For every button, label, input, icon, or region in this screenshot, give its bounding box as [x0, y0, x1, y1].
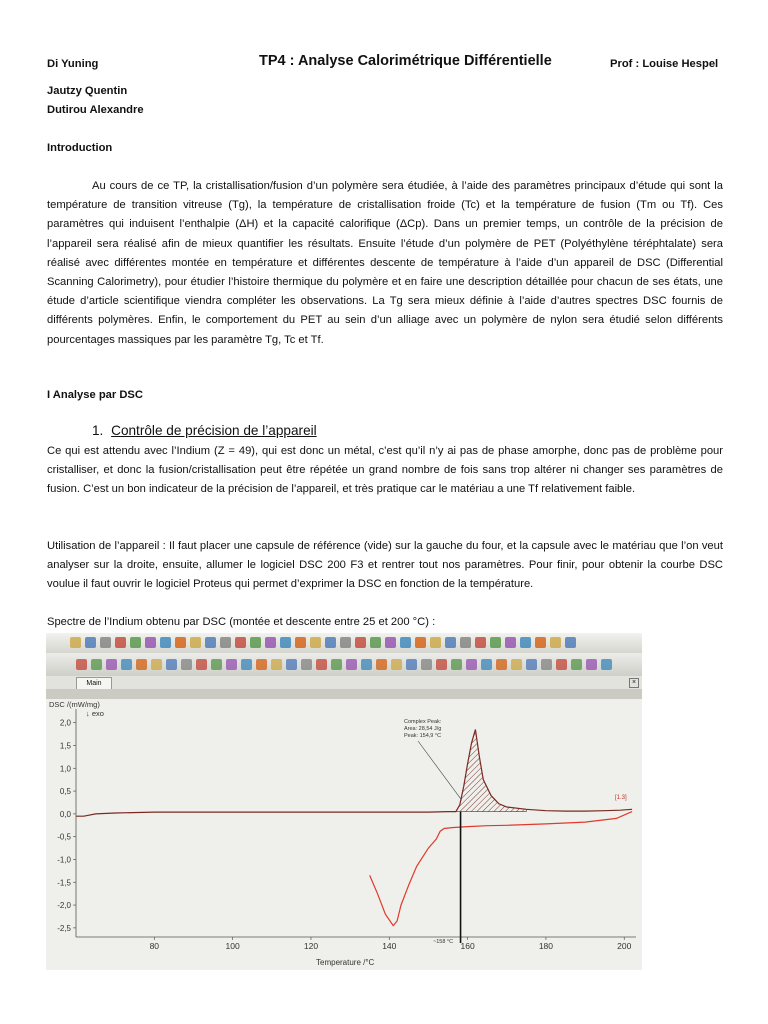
cut-icon[interactable]	[115, 637, 126, 648]
onset-icon[interactable]	[505, 637, 516, 648]
save-icon[interactable]	[355, 637, 366, 648]
x-tick-label: 200	[617, 941, 632, 951]
copy-icon[interactable]	[331, 659, 342, 670]
settings-icon[interactable]	[280, 637, 291, 648]
author-name-3: Dutirou Alexandre	[47, 104, 144, 116]
grid-icon[interactable]	[496, 659, 507, 670]
y-tick-label: 0,5	[59, 787, 71, 797]
zoom-icon[interactable]	[445, 637, 456, 648]
introduction-text: Au cours de ce TP, la cristallisation/fusion d’un polymère sera étudiée, à l’aide des paramètres principaux d’étude qui sont la température de transition vitreuse (Tg), la température de cristallisation froide (Tc) et la température de fusion (Tm ou Tf). Ces paramètres qui induisent l’enthalpie (ΔH) et la capacité calorifique (ΔCp). Dans un premier temps, un contrôle de la précision de l’appareil sera réalisé afin de mieux quantifier les résultats. Ensuite l’étude d’un polymère de PET (Polyéthylène téréphtalate) sera réalisé avec différentes montée en température et différentes descente de température à l’aide d’un appareil de DSC (Differential Scanning Calorimetry), pour étudier l’histoire thermique du polymère et en faire une description détaillée pour chacun de ses états, une étude d’article scientifique viendra compléter les observations. La Tg sera mieux définie à l’aide d’autres spectres DSC fournis de différents polymères. Enfin, le comportement du PET au sein d’un alliage avec un polymère de nylon sera étudié selon différents pourcentages massiques par les paramètre Tg, Tc et Tf.	[47, 180, 723, 346]
onset-icon[interactable]	[166, 659, 177, 670]
y-tick-label: -2,5	[57, 923, 71, 933]
save-icon[interactable]	[286, 659, 297, 670]
exo-direction-label: ↓ exo	[86, 709, 104, 718]
open-icon[interactable]	[541, 659, 552, 670]
subsection-number: 1.	[92, 423, 104, 438]
undo-icon[interactable]	[91, 659, 102, 670]
annotation-leader-line	[418, 741, 462, 800]
dsc-chart	[46, 699, 642, 970]
area-icon[interactable]	[220, 637, 231, 648]
area-icon[interactable]	[421, 659, 432, 670]
usage-text: Utilisation de l’appareil : Il faut placer une capsule de référence (vide) sur la gauche du four, et la capsule avec le matériau que l’on veut analyser sur la droite, ensuite, allumer le logiciel DSC 200 F3 et rentrer tout nos paramètres. Pour finir, pour obtenir la courbe DSC voulue il faut ouvrir le logiciel Proteus qui permet d’exprimer la DSC en fonction de la température.	[47, 540, 723, 591]
x-tick-label: 100	[225, 941, 240, 951]
y-tick-label: 2,0	[59, 718, 71, 728]
undo-icon[interactable]	[160, 637, 171, 648]
settings-icon[interactable]	[481, 659, 492, 670]
onset-icon[interactable]	[436, 659, 447, 670]
x-tick-label: 180	[538, 941, 554, 951]
annotation-line-2: Area: 28,54 J/g	[404, 726, 442, 732]
grid-icon[interactable]	[565, 637, 576, 648]
mass-icon[interactable]	[466, 659, 477, 670]
y-tick-label: -2,0	[57, 901, 71, 911]
series-layer	[76, 730, 632, 926]
baseline-icon[interactable]	[451, 659, 462, 670]
print-icon[interactable]	[370, 637, 381, 648]
x-tick-label: 120	[303, 941, 319, 951]
subsection-heading	[92, 423, 317, 438]
peak-icon[interactable]	[475, 637, 486, 648]
cut-icon[interactable]	[385, 637, 396, 648]
settings-icon[interactable]	[211, 659, 222, 670]
export-icon[interactable]	[256, 659, 267, 670]
mass-icon[interactable]	[265, 637, 276, 648]
open-icon[interactable]	[271, 659, 282, 670]
export-icon[interactable]	[325, 637, 336, 648]
subsection-title: Contrôle de précision de l’appareil	[111, 423, 317, 438]
close-icon[interactable]: ×	[629, 678, 639, 688]
y-tick-label: -0,5	[57, 832, 71, 842]
print-icon[interactable]	[571, 659, 582, 670]
y-tick-label: -1,0	[57, 855, 71, 865]
peak-icon[interactable]	[136, 659, 147, 670]
grid-icon[interactable]	[226, 659, 237, 670]
y-tick-label: -1,5	[57, 878, 71, 888]
copy-icon[interactable]	[130, 637, 141, 648]
undo-icon[interactable]	[430, 637, 441, 648]
paste-icon[interactable]	[145, 637, 156, 648]
paste-icon[interactable]	[76, 659, 87, 670]
mass-icon[interactable]	[196, 659, 207, 670]
x-tick-label: 140	[382, 941, 397, 951]
settings-icon[interactable]	[550, 637, 561, 648]
x-tick-label: 80	[149, 941, 160, 951]
heating-curve	[76, 730, 632, 817]
cut-icon[interactable]	[586, 659, 597, 670]
y-tick-label: 1,0	[59, 764, 71, 774]
baseline-icon[interactable]	[520, 637, 531, 648]
copy-icon[interactable]	[601, 659, 612, 670]
window-separator	[46, 689, 642, 699]
introduction-paragraph	[47, 177, 723, 350]
x-tick-label: 160	[460, 941, 475, 951]
dsc-screen-photo	[46, 633, 642, 970]
legend-icon[interactable]	[310, 637, 321, 648]
document-title: TP4 : Analyse Calorimétrique Différentielle	[259, 53, 552, 69]
introduction-heading: Introduction	[47, 142, 113, 154]
cursor-icon[interactable]	[190, 637, 201, 648]
peak-annotation	[404, 719, 442, 739]
author-name-2: Jautzy Quentin	[47, 85, 128, 97]
section-heading: I Analyse par DSC	[47, 389, 143, 401]
save-icon[interactable]	[85, 637, 96, 648]
indium-paragraph	[47, 442, 723, 500]
cursor-icon[interactable]	[460, 637, 471, 648]
zoom-icon[interactable]	[376, 659, 387, 670]
professor-name: Prof : Louise Hespel	[610, 58, 719, 70]
grid-icon[interactable]	[295, 637, 306, 648]
figure-caption: Spectre de l’Indium obtenu par DSC (montée et descente entre 25 et 200 °C) :	[47, 616, 436, 628]
usage-paragraph	[47, 537, 723, 595]
legend-icon[interactable]	[241, 659, 252, 670]
paste-icon[interactable]	[346, 659, 357, 670]
area-icon[interactable]	[151, 659, 162, 670]
copy-icon[interactable]	[400, 637, 411, 648]
undo-icon[interactable]	[361, 659, 372, 670]
tab-main[interactable]: Main	[76, 677, 112, 689]
tab-strip	[46, 676, 642, 690]
annotation-line-1: Complex Peak:	[404, 719, 442, 725]
baseline-icon[interactable]	[181, 659, 192, 670]
mass-icon[interactable]	[535, 637, 546, 648]
peak-icon[interactable]	[406, 659, 417, 670]
author-name-1: Di Yuning	[47, 58, 99, 70]
toolbar-row-1	[46, 633, 642, 654]
paste-icon[interactable]	[415, 637, 426, 648]
series-label: [1.3]	[615, 795, 627, 801]
export-icon[interactable]	[526, 659, 537, 670]
marker-temperature-label: ~158 °C	[433, 939, 454, 945]
area-icon[interactable]	[490, 637, 501, 648]
cooling-curve	[370, 812, 632, 926]
axis-layer	[57, 709, 636, 951]
annotation-line-3: Peak: 154,9 °C	[404, 733, 442, 739]
onset-icon[interactable]	[235, 637, 246, 648]
toolbar-row-2	[46, 653, 642, 677]
y-axis-label: DSC /(mW/mg)	[49, 700, 100, 709]
plot-area	[46, 699, 642, 970]
peak-icon[interactable]	[205, 637, 216, 648]
y-tick-label: 1,5	[59, 741, 71, 751]
open-icon[interactable]	[340, 637, 351, 648]
cut-icon[interactable]	[316, 659, 327, 670]
print-icon[interactable]	[301, 659, 312, 670]
zoom-icon[interactable]	[106, 659, 117, 670]
save-icon[interactable]	[556, 659, 567, 670]
cursor-icon[interactable]	[391, 659, 402, 670]
cursor-icon[interactable]	[121, 659, 132, 670]
x-axis-label: Temperature /°C	[316, 958, 375, 967]
zoom-icon[interactable]	[175, 637, 186, 648]
baseline-icon[interactable]	[250, 637, 261, 648]
y-tick-label: 0,0	[59, 809, 71, 819]
open-icon[interactable]	[70, 637, 81, 648]
indium-text: Ce qui est attendu avec l’Indium (Z = 49), qui est donc un métal, c’est qu’il n’y ai pas de phase amorphe, donc pas de problème pour cristalliser, et donc la fusion/cristallisation peut être répétée un grand nombre de fois sans trop altérer ni changer ses paramètres de fusion. C’est un bon indicateur de la précision de l’appareil, et très pratique car le matériau a une Tf relativement faible.	[47, 445, 723, 496]
legend-icon[interactable]	[511, 659, 522, 670]
print-icon[interactable]	[100, 637, 111, 648]
